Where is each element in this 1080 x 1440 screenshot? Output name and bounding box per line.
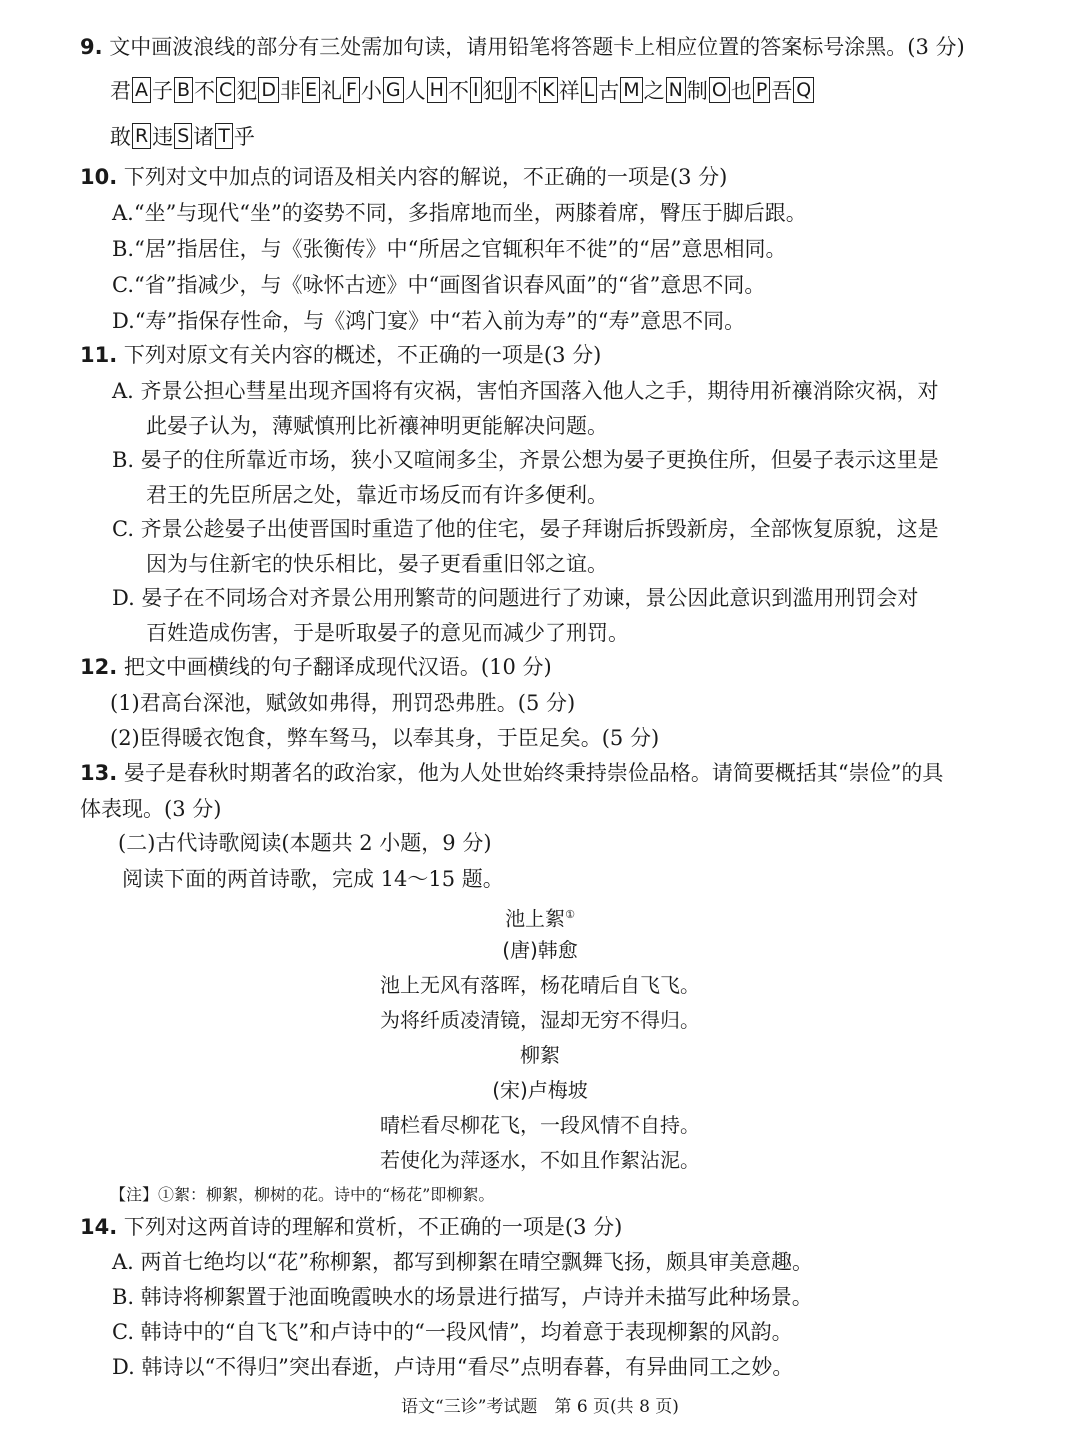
question-text: 文中画波浪线的部分有三处需加句读，请用铅笔将答题卡上相应位置的答案标号涂黑。(3 分) (109, 35, 965, 59)
option-c-line-2: 因为与住新宅的快乐相比，晏子更看重旧邻之谊。 (146, 552, 608, 576)
option-a-line-2: 此晏子认为，薄赋慎刑比祈禳神明更能解决问题。 (146, 414, 608, 438)
answer-box-p: P (753, 77, 770, 103)
option-c: C. 韩诗中的“自飞飞”和卢诗中的“一段风情”，均着意于表现柳絮的风韵。 (112, 1320, 793, 1344)
translation-item-2: (2)臣得暖衣饱食，弊车驽马，以奉其身，于臣足矣。(5 分) (110, 726, 660, 750)
punctuation-row-1 (110, 74, 815, 108)
classical-character: 祥 (558, 79, 580, 103)
question-number: 9. (80, 35, 103, 59)
classical-character: 犯 (482, 79, 504, 103)
answer-box-t: T (215, 123, 233, 149)
option-a: A.“坐”与现代“坐”的姿势不同，多指席地而坐，两膝着席，臀压于脚后跟。 (112, 201, 807, 225)
answer-box-s: S (174, 123, 192, 149)
poem-1-title (0, 898, 1080, 936)
answer-box-n: N (666, 77, 686, 103)
poem-note: 【注】①絮：柳絮，柳树的花。诗中的“杨花”即柳絮。 (110, 1185, 495, 1204)
option-b-line-2: 君王的先臣所居之处，靠近市场反而有许多便利。 (146, 483, 608, 507)
translation-item-1: (1)君高台深池，赋敛如弗得，刑罚恐弗胜。(5 分) (110, 691, 576, 715)
classical-character: 礼 (320, 79, 342, 103)
poem-1-line-1: 池上无风有落晖，杨花晴后自飞飞。 (380, 973, 700, 997)
classical-character: 君 (110, 79, 131, 103)
question-12 (80, 650, 552, 684)
poem-2-line-1: 晴栏看尽柳花飞，一段风情不自持。 (380, 1113, 700, 1137)
answer-box-l: L (581, 77, 598, 103)
answer-box-r: R (132, 123, 151, 149)
classical-character: 乎 (233, 125, 255, 149)
answer-box-d: D (258, 77, 279, 103)
question-14 (80, 1210, 622, 1244)
classical-character: 非 (279, 79, 301, 103)
question-10 (80, 160, 727, 194)
answer-box-m: M (620, 77, 642, 103)
question-number: 10. (80, 165, 118, 189)
answer-box-g: G (383, 77, 404, 103)
question-13-line-2: 体表现。(3 分) (80, 797, 222, 821)
option-d: D. 韩诗以“不得归”突出春逝，卢诗用“看尽”点明春暮，有异曲同工之妙。 (112, 1355, 794, 1379)
option-a: A. 两首七绝均以“花”称柳絮，都写到柳絮在晴空飘舞飞扬，颇具审美意趣。 (112, 1250, 813, 1274)
question-number: 12. (80, 655, 118, 679)
classical-character: 诸 (193, 125, 215, 149)
classical-character: 不 (517, 79, 539, 103)
question-text: 下列对这两首诗的理解和赏析，不正确的一项是(3 分) (123, 1215, 623, 1239)
poem-title-text: 池上絮 (505, 906, 566, 931)
question-number: 14. (80, 1215, 118, 1239)
poem-2-title: 柳絮 (520, 1043, 560, 1067)
option-b: B. 韩诗将柳絮置于池面晚霞映水的场景进行描写，卢诗并未描写此种场景。 (112, 1285, 813, 1309)
classical-character: 古 (598, 79, 620, 103)
footnote-mark: ① (565, 908, 575, 921)
poem-2-author: (宋)卢梅坡 (492, 1078, 588, 1102)
option-d-line-1: D. 晏子在不同场合对齐景公用刑繁苛的问题进行了劝谏，景公因此意识到滥用刑罚会对 (112, 586, 919, 610)
page-footer: 语文“三诊”考试题 第 6 页(共 8 页) (401, 1397, 679, 1417)
classical-character: 不 (194, 79, 216, 103)
answer-box-b: B (174, 77, 193, 103)
question-text: 晏子是春秋时期著名的政治家，他为人处世始终秉持崇俭品格。请简要概括其“崇俭”的具 (123, 761, 944, 785)
option-d: D.“寿”指保存性命，与《鸿门宴》中“若入前为寿”的“寿”意思不同。 (112, 309, 746, 333)
classical-character: 子 (152, 79, 173, 103)
answer-box-i: I (470, 77, 482, 103)
answer-box-o: O (709, 77, 730, 103)
option-a-line-1: A. 齐景公担心彗星出现齐国将有灾祸，害怕齐国落入他人之手，期待用祈禳消除灾祸，对 (112, 379, 939, 403)
classical-character: 小 (360, 79, 382, 103)
answer-box-h: H (427, 77, 447, 103)
answer-box-e: E (302, 77, 320, 103)
question-13 (80, 756, 943, 790)
option-c-line-1: C. 齐景公趁晏子出使晋国时重造了他的住宅，晏子拜谢后拆毁新房，全部恢复原貌，这是 (112, 517, 939, 541)
poem-1-line-2: 为将纤质凌清镜，湿却无穷不得归。 (380, 1008, 700, 1032)
classical-character: 犯 (236, 79, 258, 103)
poem-2-line-2: 若使化为萍逐水，不如且作絮沾泥。 (380, 1148, 700, 1172)
option-b-line-1: B. 晏子的住所靠近市场，狭小又喧闹多尘，齐景公想为晏子更换住所，但晏子表示这里是 (112, 448, 939, 472)
poem-1-author: (唐)韩愈 (502, 938, 578, 962)
classical-character: 人 (404, 79, 426, 103)
section-intro: 阅读下面的两首诗歌，完成 14～15 题。 (122, 867, 504, 891)
classical-character: 之 (643, 79, 665, 103)
question-text: 把文中画横线的句子翻译成现代汉语。(10 分) (123, 655, 552, 679)
option-c: C.“省”指减少，与《咏怀古迹》中“画图省识春风面”的“省”意思不同。 (112, 273, 766, 297)
question-text: 下列对文中加点的词语及相关内容的解说，不正确的一项是(3 分) (123, 165, 728, 189)
question-text: 下列对原文有关内容的概述，不正确的一项是(3 分) (123, 343, 602, 367)
answer-box-f: F (343, 77, 360, 103)
question-number: 11. (80, 343, 118, 367)
classical-character: 不 (447, 79, 469, 103)
classical-character: 也 (730, 79, 752, 103)
answer-box-q: Q (793, 77, 814, 103)
question-11 (80, 338, 601, 372)
classical-character: 制 (686, 79, 708, 103)
option-d-line-2: 百姓造成伤害，于是听取晏子的意见而减少了刑罚。 (146, 621, 629, 645)
answer-box-a: A (132, 77, 151, 103)
answer-box-j: J (505, 77, 517, 103)
punctuation-row-2 (110, 120, 255, 154)
question-number: 13. (80, 761, 118, 785)
answer-box-k: K (539, 77, 557, 103)
answer-box-c: C (216, 77, 235, 103)
option-b: B.“居”指居住，与《张衡传》中“所居之官辄积年不徙”的“居”意思相同。 (112, 237, 787, 261)
question-9 (80, 30, 965, 64)
section-heading: (二)古代诗歌阅读(本题共 2 小题，9 分) (118, 831, 492, 855)
classical-character: 违 (152, 125, 174, 149)
classical-character: 敢 (110, 125, 131, 149)
classical-character: 吾 (771, 79, 793, 103)
